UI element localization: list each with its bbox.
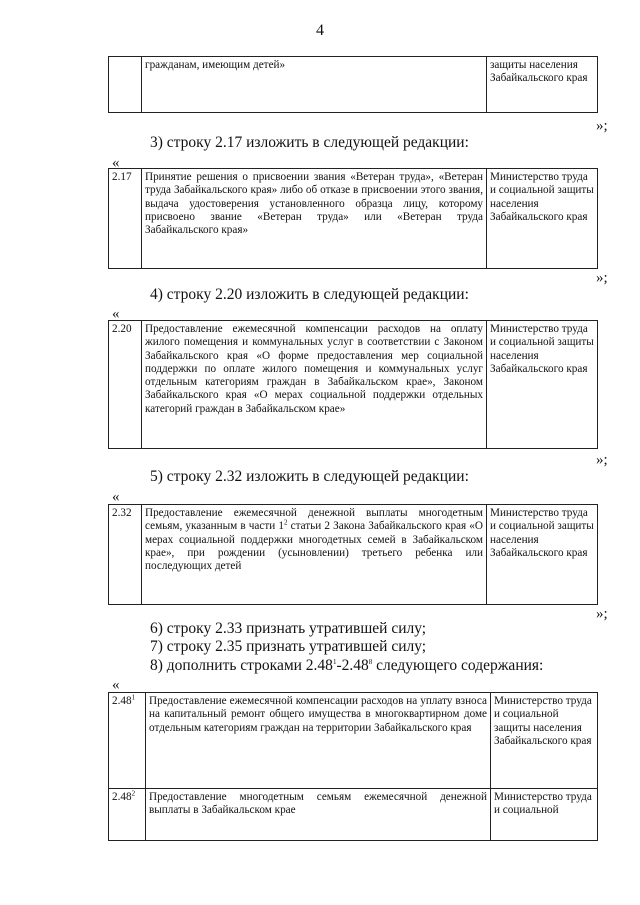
item-6: 6) строку 2.33 признать утратившей силу;	[150, 620, 427, 637]
quote-open: «	[112, 489, 120, 505]
quote-close: »;	[596, 606, 608, 622]
section-4-heading: 4) строку 2.20 изложить в следующей редакции:	[150, 286, 469, 303]
quote-open: «	[112, 155, 120, 171]
item-7: 7) строку 2.35 признать утратившей силу;	[150, 638, 427, 655]
row-number: 2.48$^2$	[109, 789, 146, 841]
quote-close: »;	[596, 270, 608, 286]
quote-open: «	[112, 306, 120, 322]
table-row-continued	[108, 56, 598, 113]
row-organization: Министерство труда и социальной защиты населения Забайкальского края	[491, 693, 598, 789]
table-row-2-48-2	[109, 789, 598, 841]
row-description: гражданам, имеющим детей»	[142, 57, 487, 113]
section-3-heading: 3) строку 2.17 изложить в следующей редакции:	[150, 134, 469, 151]
row-organization: Министерство труда и социальной защиты населения Забайкальского края	[487, 169, 598, 269]
table-row-2-48-1	[109, 693, 598, 789]
row-description: Принятие решения о присвоении звания «Ветеран труда», «Ветеран труда Забайкальского края» либо об отказе в присвоении этого звания, выдача удостоверения установленного образца лицу, которому присвоено звание «Ветеран труда» или «Ветеран труда Забайкальского края»	[142, 169, 487, 269]
row-organization: Министерство труда и социальной защиты населения Забайкальского края	[487, 505, 598, 605]
section-5-heading: 5) строку 2.32 изложить в следующей редакции:	[150, 468, 469, 485]
page-number: 4	[316, 22, 324, 39]
row-organization: защиты населения Забайкальского края	[487, 57, 598, 113]
row-description: Предоставление многодетным семьям ежемесячной денежной выплаты в Забайкальском крае	[146, 789, 491, 841]
quote-close: »;	[596, 118, 608, 134]
row-description: Предоставление ежемесячной денежной выплаты многодетным семьям, указанным в части $1^2$ статьи 2 Закона Забайкальского края «О мерах социальной поддержки многодетных семей в Забайкальском крае», при рождении (усыновлении) третьего ребенка или последующих детей	[142, 505, 487, 605]
item-8: 8) дополнить строками 2.48$^1$-2.48$^8$ следующего содержания:	[150, 657, 544, 674]
row-number: 2.48$^1$	[109, 693, 146, 789]
row-organization: Министерство труда и социальной	[491, 789, 598, 841]
table-row-2-20	[108, 320, 598, 449]
table-row-2-32	[108, 504, 598, 605]
row-number	[109, 57, 142, 113]
row-description: Предоставление ежемесячной компенсации расходов на оплату жилого помещения и коммунальных услуг в соответствии с Законом Забайкальского края «О форме предоставления мер социальной поддержки по оплате жилого помещения и коммунальных услуг отдельным категориям граждан в Забайкальском крае», Законом Забайкальского края «О мерах социальной поддержки отдельных категорий граждан в Забайкальском крае»	[142, 321, 487, 449]
quote-open: «	[112, 677, 120, 693]
row-number: 2.17	[109, 169, 142, 269]
new-rows-table	[108, 692, 598, 841]
row-number: 2.32	[109, 505, 142, 605]
row-description: Предоставление ежемесячной компенсации расходов на уплату взноса на капитальный ремонт общего имущества в многоквартирном доме отдельным категориям граждан на территории Забайкальского края	[146, 693, 491, 789]
row-organization: Министерство труда и социальной защиты населения Забайкальского края	[487, 321, 598, 449]
quote-close: »;	[596, 452, 608, 468]
row-number: 2.20	[109, 321, 142, 449]
table-row-2-17	[108, 168, 598, 269]
